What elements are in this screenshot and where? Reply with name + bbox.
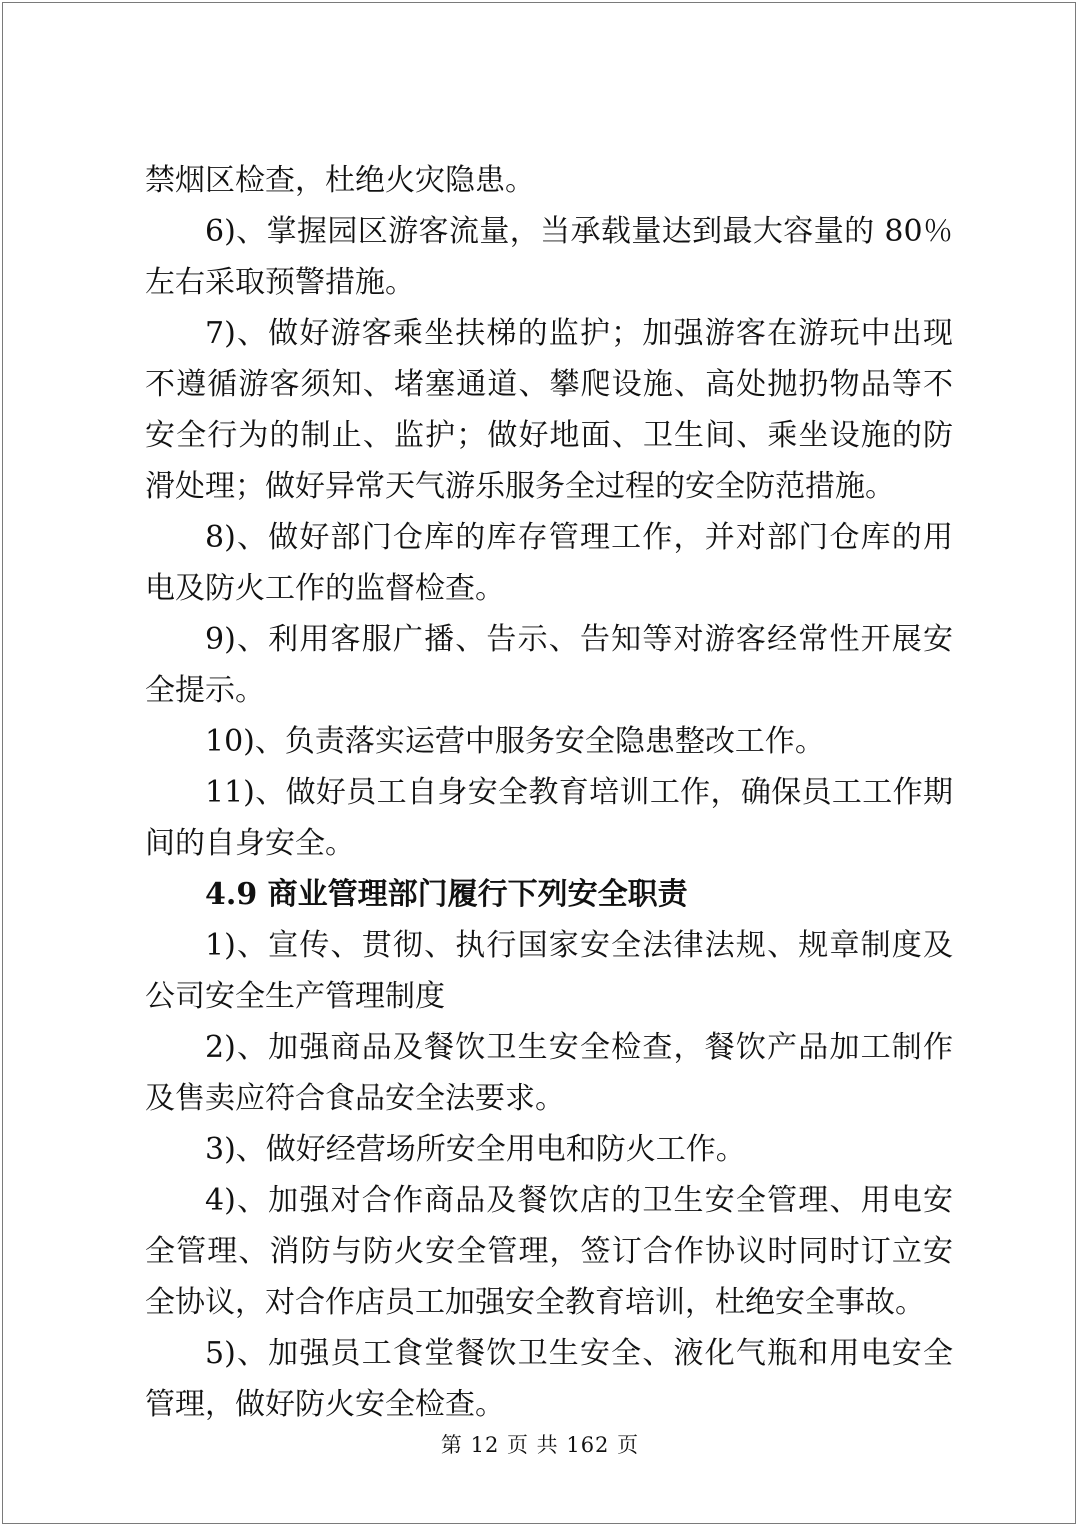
commerce-item-2: 2)、加强商品及餐饮卫生安全检查，餐饮产品加工制作及售卖应符合食品安全法要求。 — [145, 1030, 953, 1116]
page-number-footer: 第 12 页 共 162 页 — [440, 1433, 640, 1457]
document-body — [145, 155, 953, 1430]
commerce-item-1: 1)、宣传、贯彻、执行国家安全法律法规、规章制度及公司安全生产管理制度 — [145, 928, 953, 1014]
paragraph-item-7: 7)、做好游客乘坐扶梯的监护；加强游客在游玩中出现不遵循游客须知、堵塞通道、攀爬设施、高处抛扔物品等不安全行为的制止、监护；做好地面、卫生间、乘坐设施的防滑处理；做好异常天气游乐服务全过程的安全防范措施。 — [145, 316, 953, 504]
paragraph-item-9: 9)、利用客服广播、告示、告知等对游客经常性开展安全提示。 — [145, 622, 953, 708]
section-heading-4-9: 4.9 商业管理部门履行下列安全职责 — [205, 877, 688, 912]
paragraph-item-11: 11)、做好员工自身安全教育培训工作，确保员工工作期间的自身安全。 — [145, 775, 953, 861]
paragraph-item-6: 6)、掌握园区游客流量，当承载量达到最大容量的 80％左右采取预警措施。 — [145, 214, 953, 300]
paragraph-item-8: 8)、做好部门仓库的库存管理工作，并对部门仓库的用电及防火工作的监督检查。 — [145, 520, 953, 606]
commerce-item-4: 4)、加强对合作商品及餐饮店的卫生安全管理、用电安全管理、消防与防火安全管理，签订合作协议时同时订立安全协议，对合作店员工加强安全教育培训，杜绝安全事故。 — [145, 1183, 953, 1320]
paragraph-continuation: 禁烟区检查，杜绝火灾隐患。 — [145, 163, 535, 198]
paragraph-item-10: 10)、负责落实运营中服务安全隐患整改工作。 — [205, 724, 825, 759]
commerce-item-3: 3)、做好经营场所安全用电和防火工作。 — [205, 1132, 746, 1167]
commerce-item-5: 5)、加强员工食堂餐饮卫生安全、液化气瓶和用电安全管理，做好防火安全检查。 — [145, 1336, 953, 1422]
